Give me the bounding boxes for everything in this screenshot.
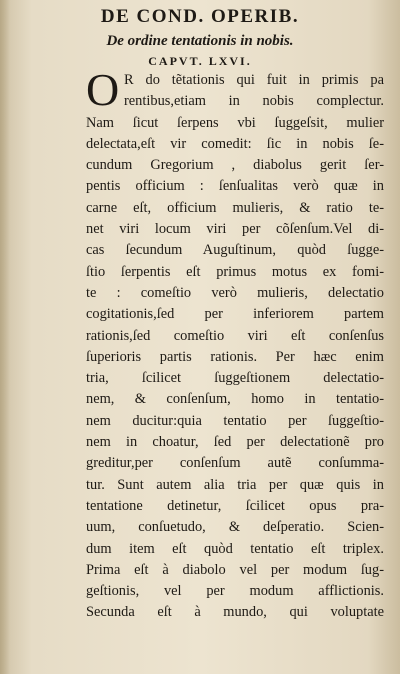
text-line: carne eſt, officium mulieris, & ratio te- <box>86 199 384 216</box>
text-line: dum item eſt quòd tentatio eſt triplex. <box>86 540 384 557</box>
text-line: greditur,per conſenſum autẽ conſumma- <box>86 455 384 472</box>
text-line: Prima eſt à diabolo vel per modum ſug- <box>86 561 384 578</box>
text-line: nem, & conſenſum, homo in tentatio- <box>86 391 384 408</box>
drop-cap: O <box>86 64 120 115</box>
text-line: rentibus,etiam in nobis complectur. <box>124 93 384 110</box>
text-line: geſtionis, vel per modum afflictionis. <box>86 583 384 600</box>
text-line: cas ſecundum Auguſtinum, quòd ſugge- <box>86 242 384 259</box>
chapter-label: CAPVT. LXVI. <box>148 54 252 68</box>
text-line: tentatione detinetur, ſcilicet opus pra- <box>86 497 384 514</box>
text-line: cogitationis,ſed per inferiorem partem <box>86 306 384 323</box>
text-line: tur. Sunt autem alia tria per quæ quis in <box>86 476 384 493</box>
body-text <box>86 64 384 624</box>
running-title: DE COND. OPERIB. <box>100 6 300 27</box>
text-line: delectata,eſt vir comedit: ſic in nobis ſe- <box>86 135 384 152</box>
text-line: nem in choatur, ſed per delectationẽ pro <box>86 434 384 451</box>
text-line: net viri locum viri per cõſenſum.Vel di- <box>86 221 384 238</box>
text-line: uum, conſuetudo, & deſperatio. Scien- <box>86 519 384 536</box>
text-line: R do tẽtationis qui fuit in primis pa <box>124 72 384 88</box>
text-line: cundum Gregorium , diabolus gerit ſer- <box>86 157 384 174</box>
text-line: Nam ſicut ſerpens vbi ſuggeſsit, mulier <box>86 114 384 131</box>
text-line: rationis,ſed comeſtio viri eſt conſenſus <box>86 327 384 344</box>
text-line: Secunda eſt à mundo, qui voluptate <box>86 604 384 621</box>
text-line: ſuperioris partis rationis. Per hæc enim <box>86 348 384 365</box>
text-line: pentis officium : ſenſualitas verò quæ in <box>86 178 384 195</box>
text-line: nem ducitur:quia tentatio per ſuggeſtio- <box>86 412 384 429</box>
text-line: tria, ſcilicet ſuggeſtionem delectatio- <box>86 370 384 387</box>
text-line: ſtio ſerpentis eſt primus motus ex fomi- <box>86 263 384 280</box>
section-title: De ordine tentationis in nobis. <box>106 33 294 49</box>
text-line: te : comeſtio verò mulieris, delectatio <box>86 284 384 301</box>
page-gutter-shadow <box>0 0 10 674</box>
